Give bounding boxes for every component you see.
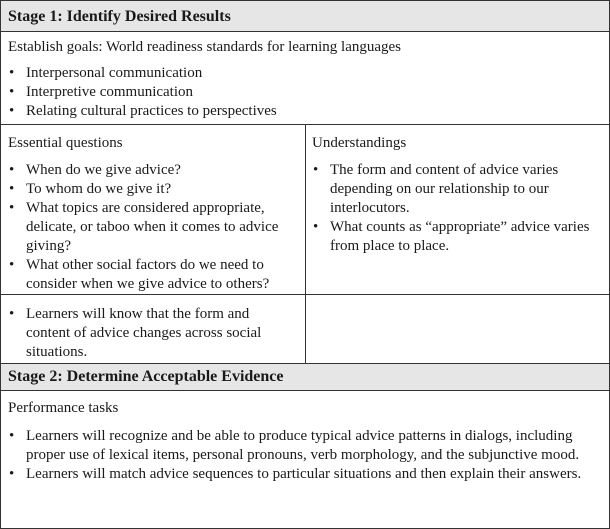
goals-label: Establish goals: World readiness standards for learning languages bbox=[8, 39, 402, 55]
list-item: • Interpretive communication bbox=[9, 84, 194, 100]
essential-questions-list bbox=[8, 161, 303, 294]
bullet-icon: • bbox=[9, 103, 15, 119]
goals-list bbox=[8, 64, 598, 121]
bullet-icon: • bbox=[9, 257, 15, 273]
list-item: • What counts as “appropriate” advice varies from place to place. bbox=[313, 219, 590, 254]
understandings-label: Understandings bbox=[312, 135, 407, 151]
list-item: • Learners will know that the form and content of advice changes across social situations. bbox=[9, 306, 262, 360]
bullet-icon: • bbox=[9, 200, 15, 216]
list-item: • Relating cultural practices to perspectives bbox=[9, 103, 277, 119]
divider bbox=[1, 390, 609, 391]
stage2-heading: Stage 2: Determine Acceptable Evidence bbox=[8, 368, 284, 385]
bullet-icon: • bbox=[9, 306, 15, 322]
list-item: • When do we give advice? bbox=[9, 162, 181, 178]
essential-questions-label: Essential questions bbox=[8, 135, 123, 151]
list-item: • What topics are considered appropriate, delicate, or taboo when it comes to advice giving? bbox=[9, 200, 279, 254]
bullet-icon: • bbox=[9, 428, 15, 444]
performance-tasks-list bbox=[8, 427, 596, 484]
bullet-icon: • bbox=[9, 181, 15, 197]
bullet-icon: • bbox=[9, 65, 15, 81]
bullet-icon: • bbox=[9, 84, 15, 100]
knowledge-list bbox=[8, 305, 288, 362]
column-divider bbox=[305, 124, 306, 363]
list-item: • To whom do we give it? bbox=[9, 181, 172, 197]
divider bbox=[1, 363, 609, 364]
list-item: • Learners will recognize and be able to produce typical advice patterns in dialogs, including proper use of lexical items, personal pronouns, verb morphology, and the subjunctive mood. bbox=[9, 428, 580, 463]
bullet-icon: • bbox=[313, 219, 319, 235]
list-item: • The form and content of advice varies depending on our relationship to our interlocutors. bbox=[313, 162, 559, 216]
list-item: • Learners will match advice sequences to particular situations and then explain their answers. bbox=[9, 466, 582, 482]
stage1-heading: Stage 1: Identify Desired Results bbox=[8, 8, 231, 25]
understandings-list bbox=[312, 161, 597, 256]
bullet-icon: • bbox=[313, 162, 319, 178]
bullet-icon: • bbox=[9, 466, 15, 482]
list-item: • What other social factors do we need to consider when we give advice to others? bbox=[9, 257, 270, 292]
performance-tasks-label: Performance tasks bbox=[8, 400, 119, 416]
divider bbox=[1, 31, 609, 32]
bullet-icon: • bbox=[9, 162, 15, 178]
list-item: • Interpersonal communication bbox=[9, 65, 203, 81]
